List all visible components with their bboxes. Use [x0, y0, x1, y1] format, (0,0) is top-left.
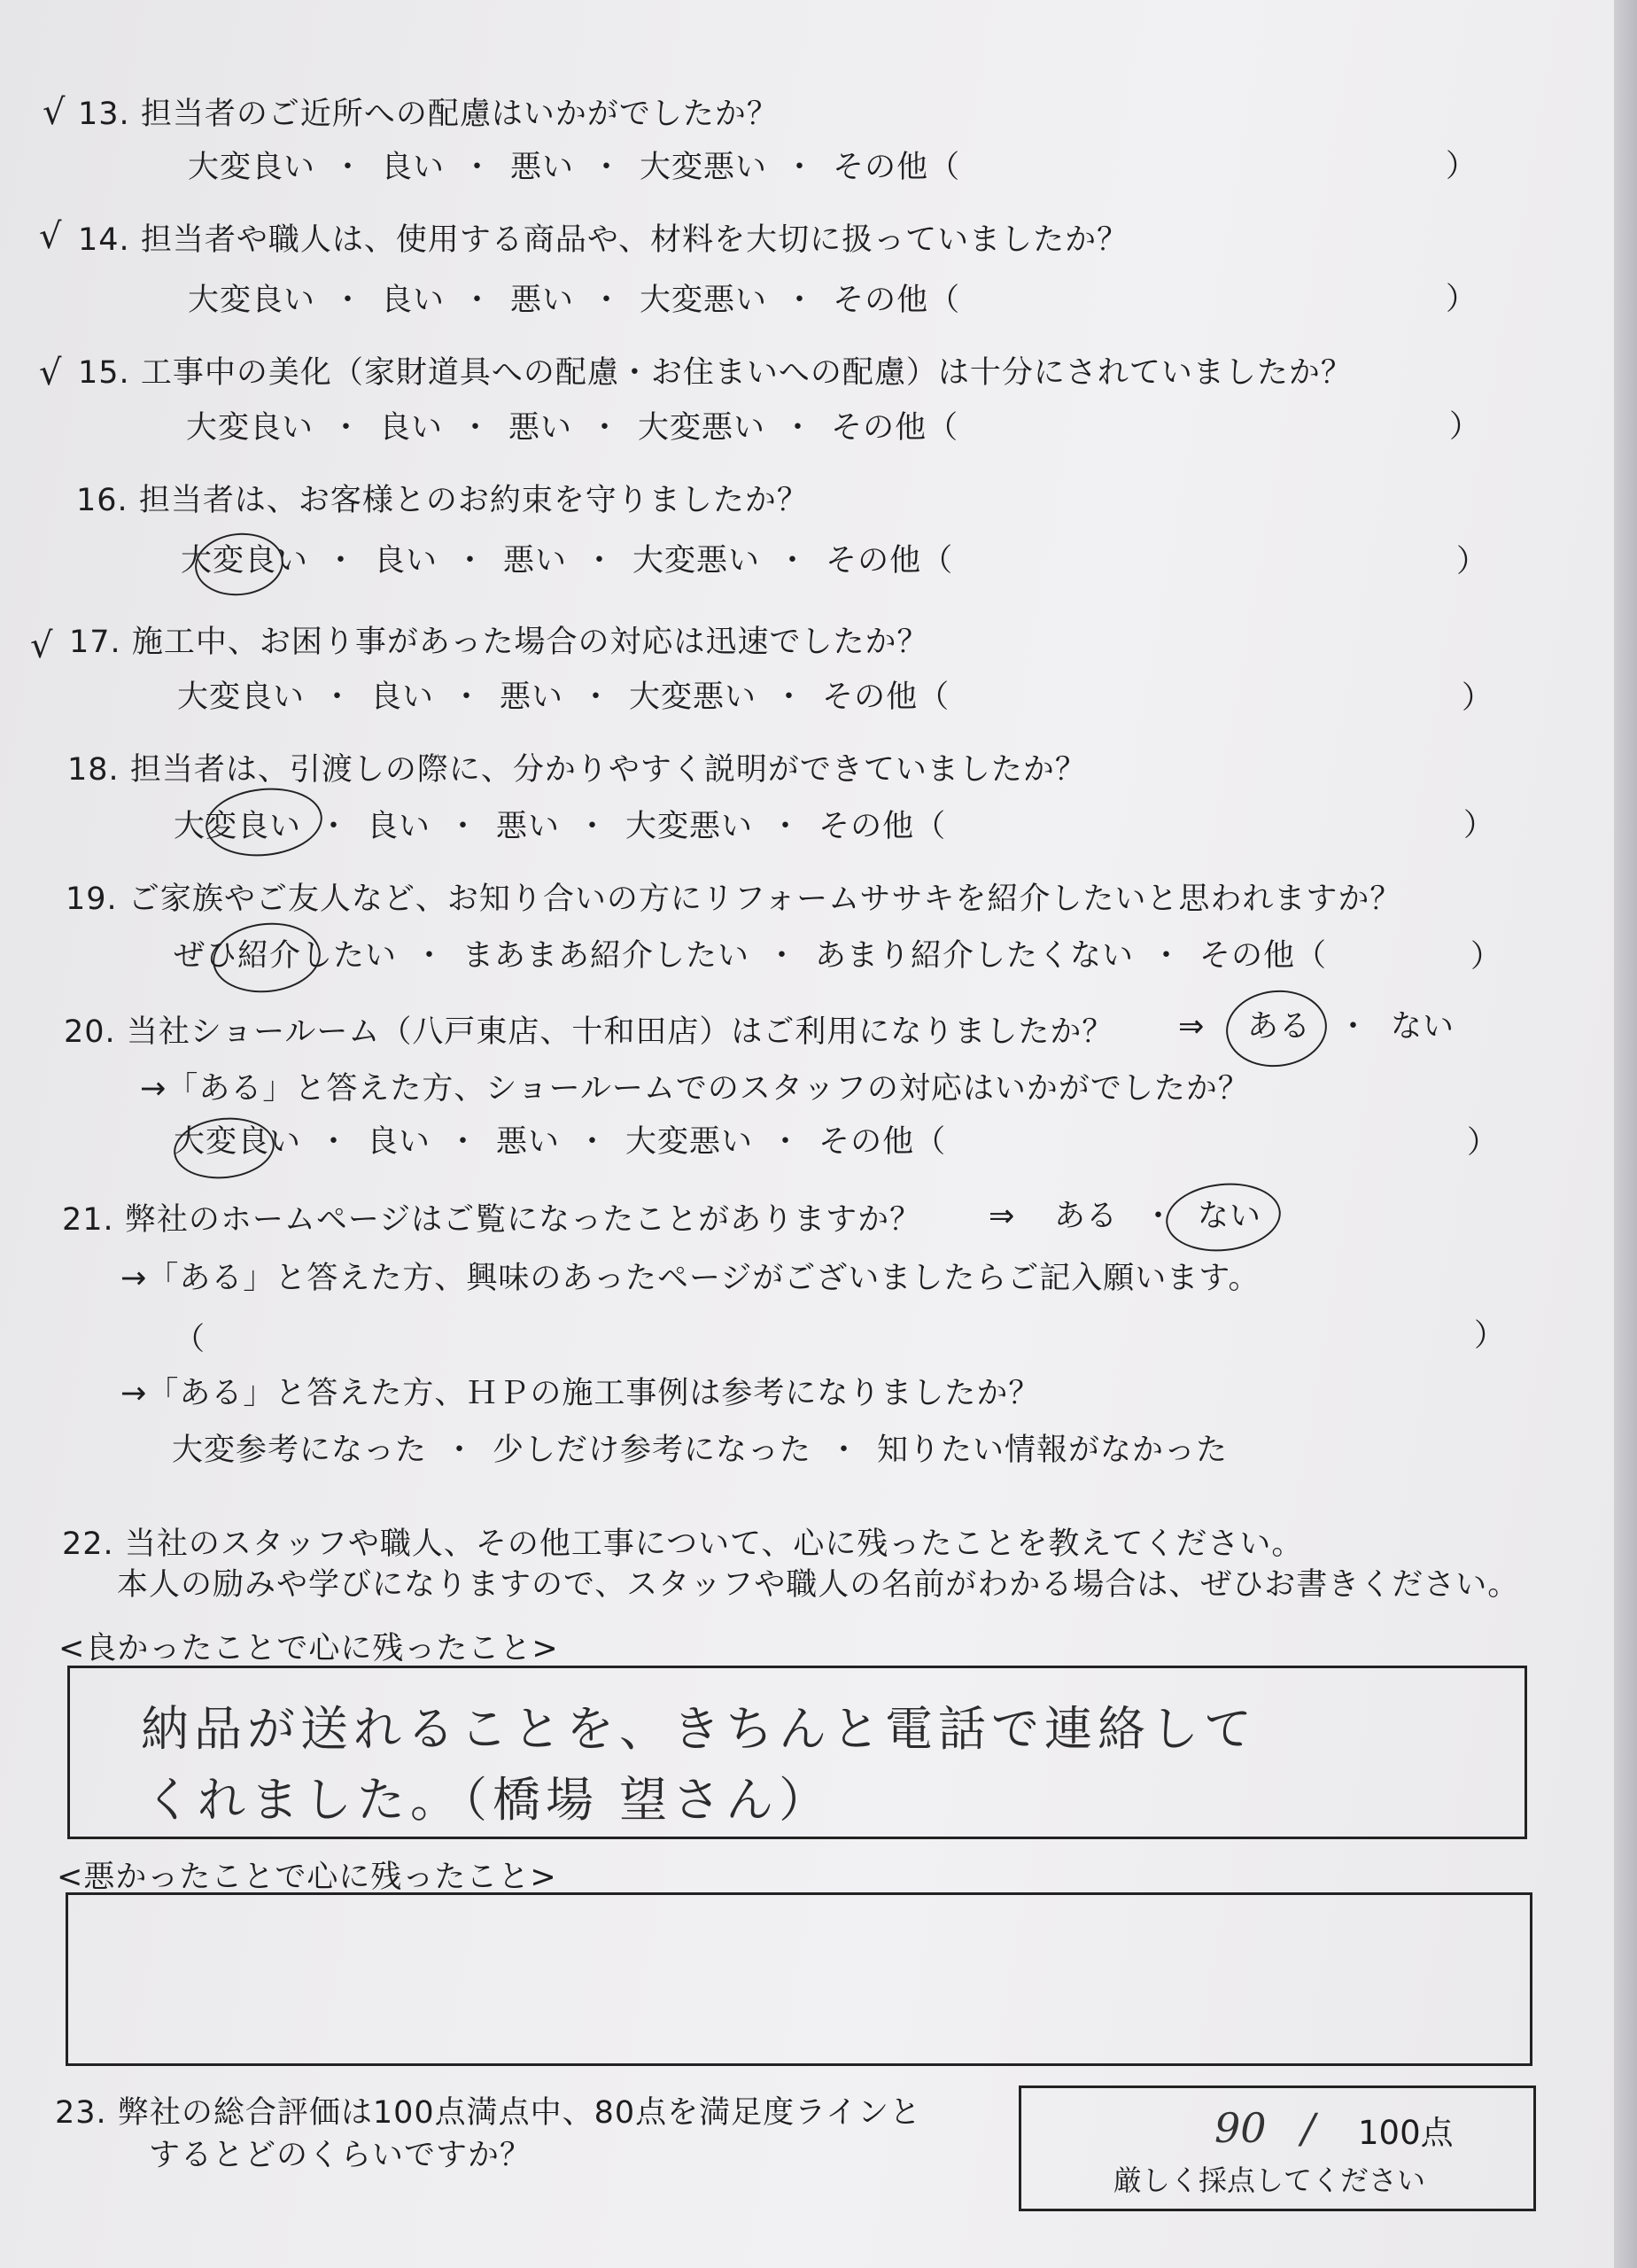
handwritten-score: 90: [1214, 2104, 1267, 2152]
option-very-bad[interactable]: 大変悪い: [625, 1124, 754, 1160]
option-bad[interactable]: 悪い: [503, 543, 568, 579]
question-15: [78, 355, 1353, 391]
question-number: 21.: [62, 1202, 114, 1238]
paren-close: ）: [1456, 544, 1488, 579]
option-not-helpful[interactable]: 知りたい情報がなかった: [877, 1433, 1229, 1468]
option-good[interactable]: 良い: [370, 680, 435, 715]
option-very-bad[interactable]: 大変悪い: [629, 680, 757, 715]
question-text-line-1: 弊社の総合評価は100点満点中、80点を満足度ラインと: [117, 2095, 922, 2131]
option-bad[interactable]: 悪い: [510, 150, 575, 185]
option-bad[interactable]: 悪い: [508, 410, 573, 446]
q22-instructions: 本人の励みや学びになりますので、スタッフや職人の名前がわかる場合は、ぜひお書きください。: [117, 1567, 1520, 1603]
question-19: [66, 884, 1401, 915]
question-number: 18.: [67, 752, 120, 788]
paren-close: ）: [1463, 808, 1495, 843]
good-comment-box[interactable]: [67, 1666, 1527, 1839]
question-23-line-2: するとどのくらいですか？: [149, 2138, 532, 2173]
option-bad[interactable]: 悪い: [510, 283, 575, 318]
question-text: 担当者や職人は、使用する商品や、材料を大切に扱っていましたか？: [140, 222, 1129, 258]
paper-edge-shadow: [1614, 0, 1637, 2268]
arrow-icon: ⇒: [1178, 1009, 1206, 1045]
question-number: 22.: [62, 1526, 114, 1562]
question-number: 17.: [69, 625, 121, 660]
q14-options: 大変良い ・ 良い ・ 悪い ・ 大変悪い ・ その他（: [188, 283, 961, 318]
selection-circle: [192, 529, 287, 600]
q16-options: 大変良い ・ 良い ・ 悪い ・ 大変悪い ・ その他（: [181, 543, 954, 579]
arrow-icon: ⇒: [989, 1199, 1016, 1234]
option-other[interactable]: その他（: [818, 1124, 947, 1160]
option-very-good[interactable]: 大変良い: [177, 680, 306, 715]
max-score: 100点: [1358, 2114, 1454, 2152]
question-17: [69, 627, 928, 658]
option-very-helpful[interactable]: 大変参考になった: [172, 1433, 428, 1468]
question-number: 23.: [55, 2095, 107, 2131]
question-number: 16.: [76, 483, 128, 518]
question-18: [67, 752, 1087, 788]
q13-options: 大変良い ・ 良い ・ 悪い ・ 大変悪い ・ その他（: [188, 150, 961, 185]
bad-comment-box[interactable]: [66, 1892, 1532, 2066]
option-good[interactable]: 良い: [367, 809, 431, 844]
paren-close: ）: [1474, 1318, 1506, 1354]
question-21: [62, 1202, 922, 1238]
paren-close: ）: [1467, 1125, 1499, 1161]
option-very-bad[interactable]: 大変悪い: [625, 809, 754, 844]
option-other[interactable]: その他（: [822, 680, 950, 715]
option-no[interactable]: ない: [1391, 1009, 1455, 1045]
option-good[interactable]: 良い: [374, 543, 438, 579]
option-other[interactable]: その他（: [833, 283, 961, 318]
question-text: ご家族やご友人など、お知り合いの方にリフォームササキを紹介したいと思われますか？: [128, 882, 1402, 917]
dot-separator: ・: [1143, 1199, 1175, 1234]
paren-close: ）: [1446, 282, 1478, 317]
q20-options: 大変良い ・ 良い ・ 悪い ・ 大変悪い ・ その他（: [174, 1124, 947, 1160]
question-number: 13.: [78, 97, 130, 132]
good-comment-label: <良かったことで心に残ったこと>: [58, 1631, 559, 1666]
q17-options: 大変良い ・ 良い ・ 悪い ・ 大変悪い ・ その他（: [177, 680, 950, 715]
question-text: 担当者は、引渡しの際に、分かりやすく説明ができていましたか？: [129, 752, 1087, 788]
score-box[interactable]: [1019, 2085, 1536, 2211]
option-very-bad[interactable]: 大変悪い: [632, 543, 761, 579]
handwritten-comment-line-1: 納品が送れることを、きちんと電話で連絡して: [141, 1701, 1257, 1757]
selection-circle: [209, 918, 323, 998]
question-text: 当社のスタッフや職人、その他工事について、心に残ったことを教えてください。: [124, 1526, 1304, 1562]
check-mark: √: [30, 625, 53, 666]
option-very-good[interactable]: 大変良い: [181, 543, 309, 579]
paren-close: ）: [1470, 939, 1502, 975]
question-16: [76, 485, 809, 517]
option-definitely[interactable]: ぜひ紹介したい: [174, 938, 398, 974]
question-text: 工事中の美化（家財道具への配慮・お住まいへの配慮）は十分にされていましたか？: [140, 355, 1353, 391]
option-bad[interactable]: 悪い: [496, 1124, 561, 1160]
option-very-good[interactable]: 大変良い: [174, 1124, 302, 1160]
option-good[interactable]: 良い: [367, 1124, 431, 1160]
check-mark: √: [39, 353, 62, 393]
question-number: 20.: [64, 1014, 116, 1050]
q18-options: 大変良い ・ 良い ・ 悪い ・ 大変悪い ・ その他（: [174, 809, 947, 844]
option-bad[interactable]: 悪い: [500, 680, 564, 715]
score-slash: /: [1301, 2104, 1315, 2152]
question-20: [64, 1014, 1114, 1050]
paren-close: ）: [1446, 149, 1478, 184]
question-text: 担当者は、お客様とのお約束を守りましたか？: [138, 483, 809, 518]
option-good[interactable]: 良い: [379, 410, 444, 446]
handwritten-comment-line-2: くれました。（橋場 望さん）: [144, 1772, 833, 1828]
question-text: 弊社のホームページはご覧になったことがありますか？: [124, 1202, 922, 1238]
selection-circle: [1162, 1177, 1284, 1256]
option-somewhat[interactable]: まあまあ紹介したい: [462, 938, 750, 974]
q15-options: 大変良い ・ 良い ・ 悪い ・ 大変悪い ・ その他（: [186, 410, 959, 446]
option-yes[interactable]: ある: [1054, 1199, 1119, 1234]
option-very-bad[interactable]: 大変悪い: [638, 410, 766, 446]
question-text: 担当者のご近所への配慮はいかがでしたか？: [140, 97, 779, 132]
option-very-good[interactable]: 大変良い: [188, 150, 316, 185]
question-number: 19.: [66, 882, 118, 917]
question-22: [62, 1526, 1304, 1562]
bad-comment-label: <悪かったことで心に残ったこと>: [57, 1860, 557, 1895]
option-other[interactable]: その他（: [818, 809, 947, 844]
option-bad[interactable]: 悪い: [496, 809, 561, 844]
option-very-bad[interactable]: 大変悪い: [640, 283, 768, 318]
q20-followup: →「ある」と答えた方、ショールームでのスタッフの対応はいかがでしたか？: [140, 1071, 1250, 1107]
selection-circle: [202, 782, 325, 861]
option-other[interactable]: その他（: [831, 410, 959, 446]
question-text: 当社ショールーム（八戸東店、十和田店）はご利用になりましたか？: [126, 1014, 1114, 1050]
question-14: [78, 222, 1129, 258]
scoring-note: 厳しく採点してください: [1113, 2163, 1426, 2197]
q21-followup-2: →「ある」と答えた方、ＨＰの施工事例は参考になりましたか？: [120, 1376, 1041, 1411]
option-yes[interactable]: ある: [1247, 1009, 1312, 1045]
question-text: 施工中、お困り事があった場合の対応は迅速でしたか？: [131, 625, 929, 660]
q19-options: ぜひ紹介したい ・ まあまあ紹介したい ・ あまり紹介したくない ・ その他（: [174, 938, 1328, 974]
option-good[interactable]: 良い: [381, 283, 446, 318]
paren-close: ）: [1449, 409, 1481, 445]
selection-circle: [1222, 985, 1331, 1071]
option-good[interactable]: 良い: [381, 150, 446, 185]
question-23: [55, 2095, 922, 2131]
option-other[interactable]: その他（: [833, 150, 961, 185]
question-13: [78, 99, 779, 130]
option-slightly-helpful[interactable]: 少しだけ参考になった: [493, 1433, 812, 1468]
paren-open: （: [174, 1322, 206, 1357]
option-very-good[interactable]: 大変良い: [186, 410, 314, 446]
option-very-good[interactable]: 大変良い: [174, 809, 302, 844]
option-not-really[interactable]: あまり紹介したくない: [815, 938, 1135, 974]
option-very-bad[interactable]: 大変悪い: [640, 150, 768, 185]
option-no[interactable]: ない: [1198, 1199, 1262, 1234]
dot-separator: ・: [1338, 1009, 1370, 1045]
option-other[interactable]: その他（: [1199, 938, 1328, 974]
option-very-good[interactable]: 大変良い: [188, 283, 316, 318]
q21-options: 大変参考になった ・ 少しだけ参考になった ・ 知りたい情報がなかった: [172, 1433, 1229, 1468]
check-mark: √: [43, 92, 66, 133]
option-other[interactable]: その他（: [826, 543, 954, 579]
question-number: 15.: [78, 355, 130, 391]
q21-followup-1: →「ある」と答えた方、興味のあったページがございましたらご記入願います。: [120, 1261, 1261, 1296]
check-mark: √: [39, 216, 62, 257]
question-number: 14.: [78, 222, 130, 258]
paren-close: ）: [1462, 680, 1493, 716]
